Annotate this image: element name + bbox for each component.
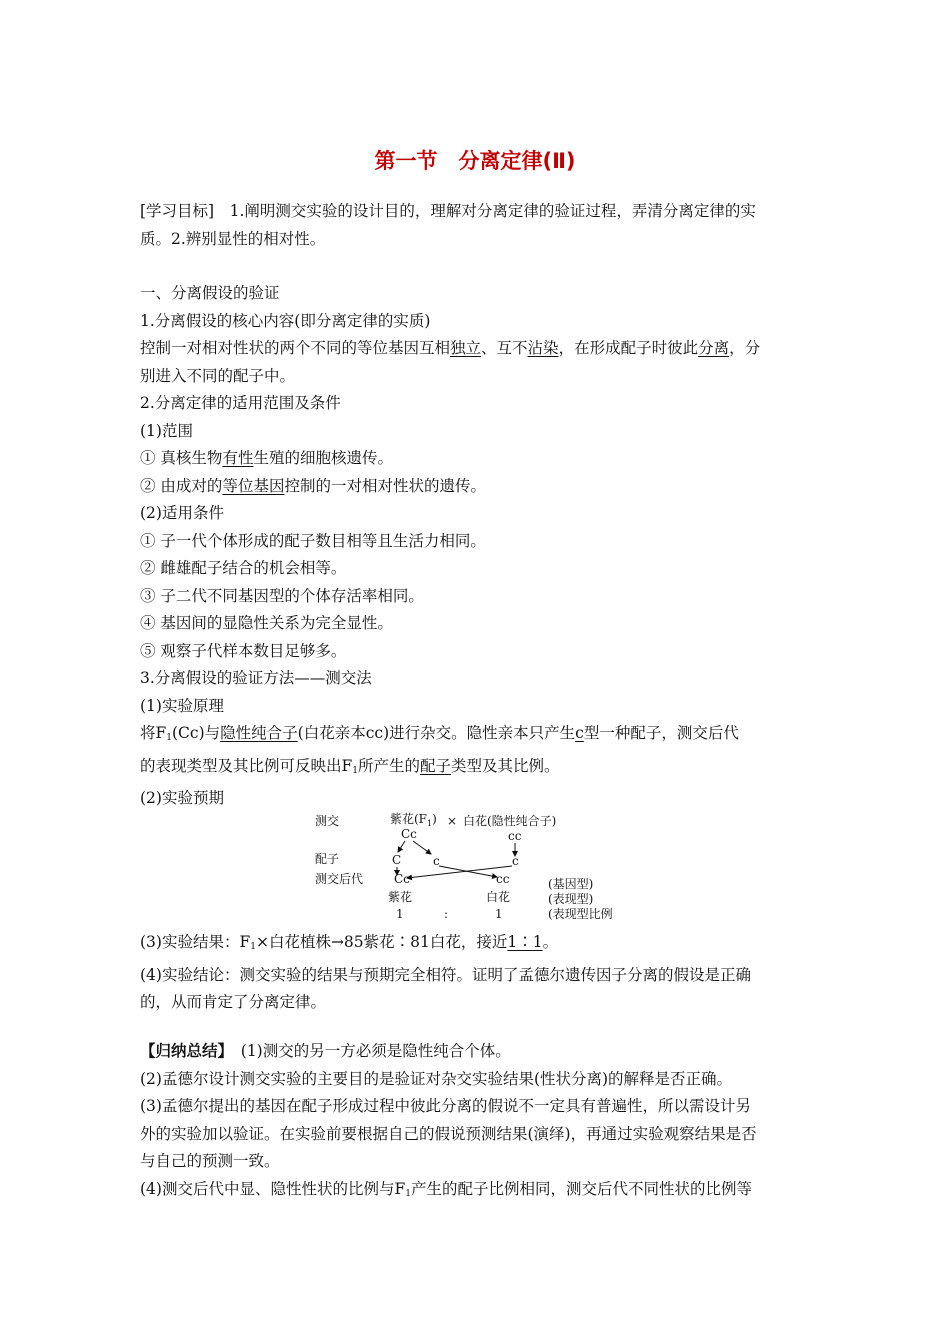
paragraph-text: 的表现类型及其比例可反映出$F_1$所产生的配子类型及其比例。 bbox=[140, 756, 560, 776]
phenotype-white: 白花 bbox=[486, 890, 511, 904]
offspring-Cc: Cc bbox=[394, 872, 410, 886]
phenotype-purple: 紫花 bbox=[388, 890, 413, 904]
row-label-testcross: 测交 bbox=[315, 814, 340, 828]
parent-genotype-cc: cc bbox=[508, 829, 522, 843]
ratio-white: 1 bbox=[495, 907, 503, 921]
list-item: ① 真核生物有性生殖的细胞核遗传。 bbox=[140, 449, 393, 467]
list-item: ③ 子二代不同基因型的个体存活率相同。 bbox=[140, 586, 424, 605]
paragraph-title: 2.分离定律的适用范围及条件 bbox=[140, 394, 341, 412]
arrow-to-gamete-C bbox=[398, 841, 405, 852]
ratio-colon: : bbox=[444, 907, 449, 921]
summary-line: (3)孟德尔提出的基因在配子形成过程中彼此分离的假说不一定具有普遍性，所以需设计另 bbox=[140, 1097, 751, 1115]
paragraph-title: 1.分离假设的核心内容(即分离定律的实质) bbox=[140, 311, 431, 330]
objectives-line-2: 质。2.辨别显性的相对性。 bbox=[140, 229, 326, 248]
white-parent-label: 白花(隐性纯合子) bbox=[463, 814, 557, 828]
blank-answer: 有性 bbox=[222, 449, 254, 467]
experiment-conclusion: (4)实验结论：测交实验的结果与预期完全相符。证明了孟德尔遗传因子分离的假设是正确 bbox=[140, 965, 751, 984]
blank-answer: 等位基因 bbox=[222, 476, 285, 495]
label-ratio: (表现型比例 bbox=[548, 907, 613, 921]
summary-line: 与自己的预测一致。 bbox=[140, 1152, 280, 1170]
arrow-to-gamete-c bbox=[413, 841, 431, 854]
cross-sign: × bbox=[447, 814, 458, 828]
label-phenotype: (表现型) bbox=[548, 892, 594, 906]
paragraph-text: 控制一对相对性状的两个不同的等位基因互相独立、互不沾染，在形成配子时彼此分离，分 bbox=[140, 339, 761, 357]
blank-answer: 配子 bbox=[420, 756, 452, 775]
list-item: ⑤ 观察子代样本数目足够多。 bbox=[140, 641, 347, 660]
paragraph-text: 别进入不同的配子中。 bbox=[140, 366, 296, 385]
blank-answer: 隐性纯合子 bbox=[220, 724, 298, 742]
experiment-conclusion: 的，从而肯定了分离定律。 bbox=[140, 993, 327, 1011]
page-title: 第一节 分离定律(Ⅱ) bbox=[374, 149, 576, 173]
gamete-c: c bbox=[433, 854, 440, 868]
row-label-gamete: 配子 bbox=[315, 852, 340, 866]
list-item: ④ 基因间的显隐性关系为完全显性。 bbox=[140, 614, 393, 632]
summary-line: (2)孟德尔设计测交实验的主要目的是验证对杂交实验结果(性状分离)的解释是否正确。 bbox=[140, 1069, 733, 1088]
results-block bbox=[140, 929, 812, 1017]
blank-answer: c bbox=[575, 724, 584, 742]
objectives-line-1: [学习目标] 1.阐明测交实验的设计目的，理解对分离定律的验证过程，弄清分离定律的实 bbox=[140, 202, 756, 220]
summary-line: 【归纳总结】 (1)测交的另一方必须是隐性纯合个体。 bbox=[140, 1042, 511, 1060]
purple-parent-label: 紫花$(F_1)$ bbox=[390, 812, 437, 828]
objectives-label: [学习目标] bbox=[140, 202, 215, 220]
list-item: ① 子一代个体形成的配子数目相等且生活力相同。 bbox=[140, 531, 486, 550]
summary-label: 【归纳总结】 bbox=[140, 1042, 226, 1060]
subheading: (1)实验原理 bbox=[140, 696, 224, 715]
summary-block bbox=[140, 1038, 812, 1208]
blank-answer: 独立 bbox=[450, 339, 482, 357]
subheading: (2)实验预期 bbox=[140, 789, 224, 807]
list-item: ② 由成对的等位基因控制的一对相对性状的遗传。 bbox=[140, 476, 486, 495]
subheading: (2)适用条件 bbox=[140, 504, 224, 522]
gamete-c2: c bbox=[512, 854, 519, 868]
list-item: ② 雌雄配子结合的机会相等。 bbox=[140, 559, 347, 577]
gamete-C: C bbox=[392, 853, 402, 867]
testcross-diagram bbox=[310, 808, 613, 928]
experiment-result: (3)实验结果：$F_1\times$白花植株→85紫花∶81白花，接近1∶1。 bbox=[140, 933, 559, 952]
summary-line: (4)测交后代中显、隐性性状的比例与$F_1$产生的配子比例相同，测交后代不同性状的比例等 bbox=[140, 1179, 752, 1199]
paragraph-text: 将$F_1(Cc)$与隐性纯合子(白花亲本cc)进行杂交。隐性亲本只产生c型一种配子，测交后代 bbox=[140, 724, 739, 743]
paragraph-title: 3.分离假设的验证方法——测交法 bbox=[140, 669, 372, 687]
blank-answer: 分离 bbox=[698, 339, 730, 357]
parent-genotype-Cc: Cc bbox=[401, 827, 417, 841]
section-heading: 一、分离假设的验证 bbox=[140, 284, 280, 302]
offspring-cc: cc bbox=[496, 872, 510, 886]
row-label-offspring: 测交后代 bbox=[315, 872, 364, 886]
learning-objectives bbox=[140, 198, 812, 253]
label-genotype: (基因型) bbox=[548, 877, 594, 891]
blank-answer: 沾染 bbox=[527, 339, 559, 357]
section-verification bbox=[140, 280, 812, 813]
ratio-purple: 1 bbox=[396, 907, 404, 921]
blank-answer: 1∶1 bbox=[507, 933, 543, 951]
subheading: (1)范围 bbox=[140, 421, 193, 440]
summary-line: 外的实验加以验证。在实验前要根据自己的假说预测结果(演绎)，再通过实验观察结果是否 bbox=[140, 1124, 757, 1143]
